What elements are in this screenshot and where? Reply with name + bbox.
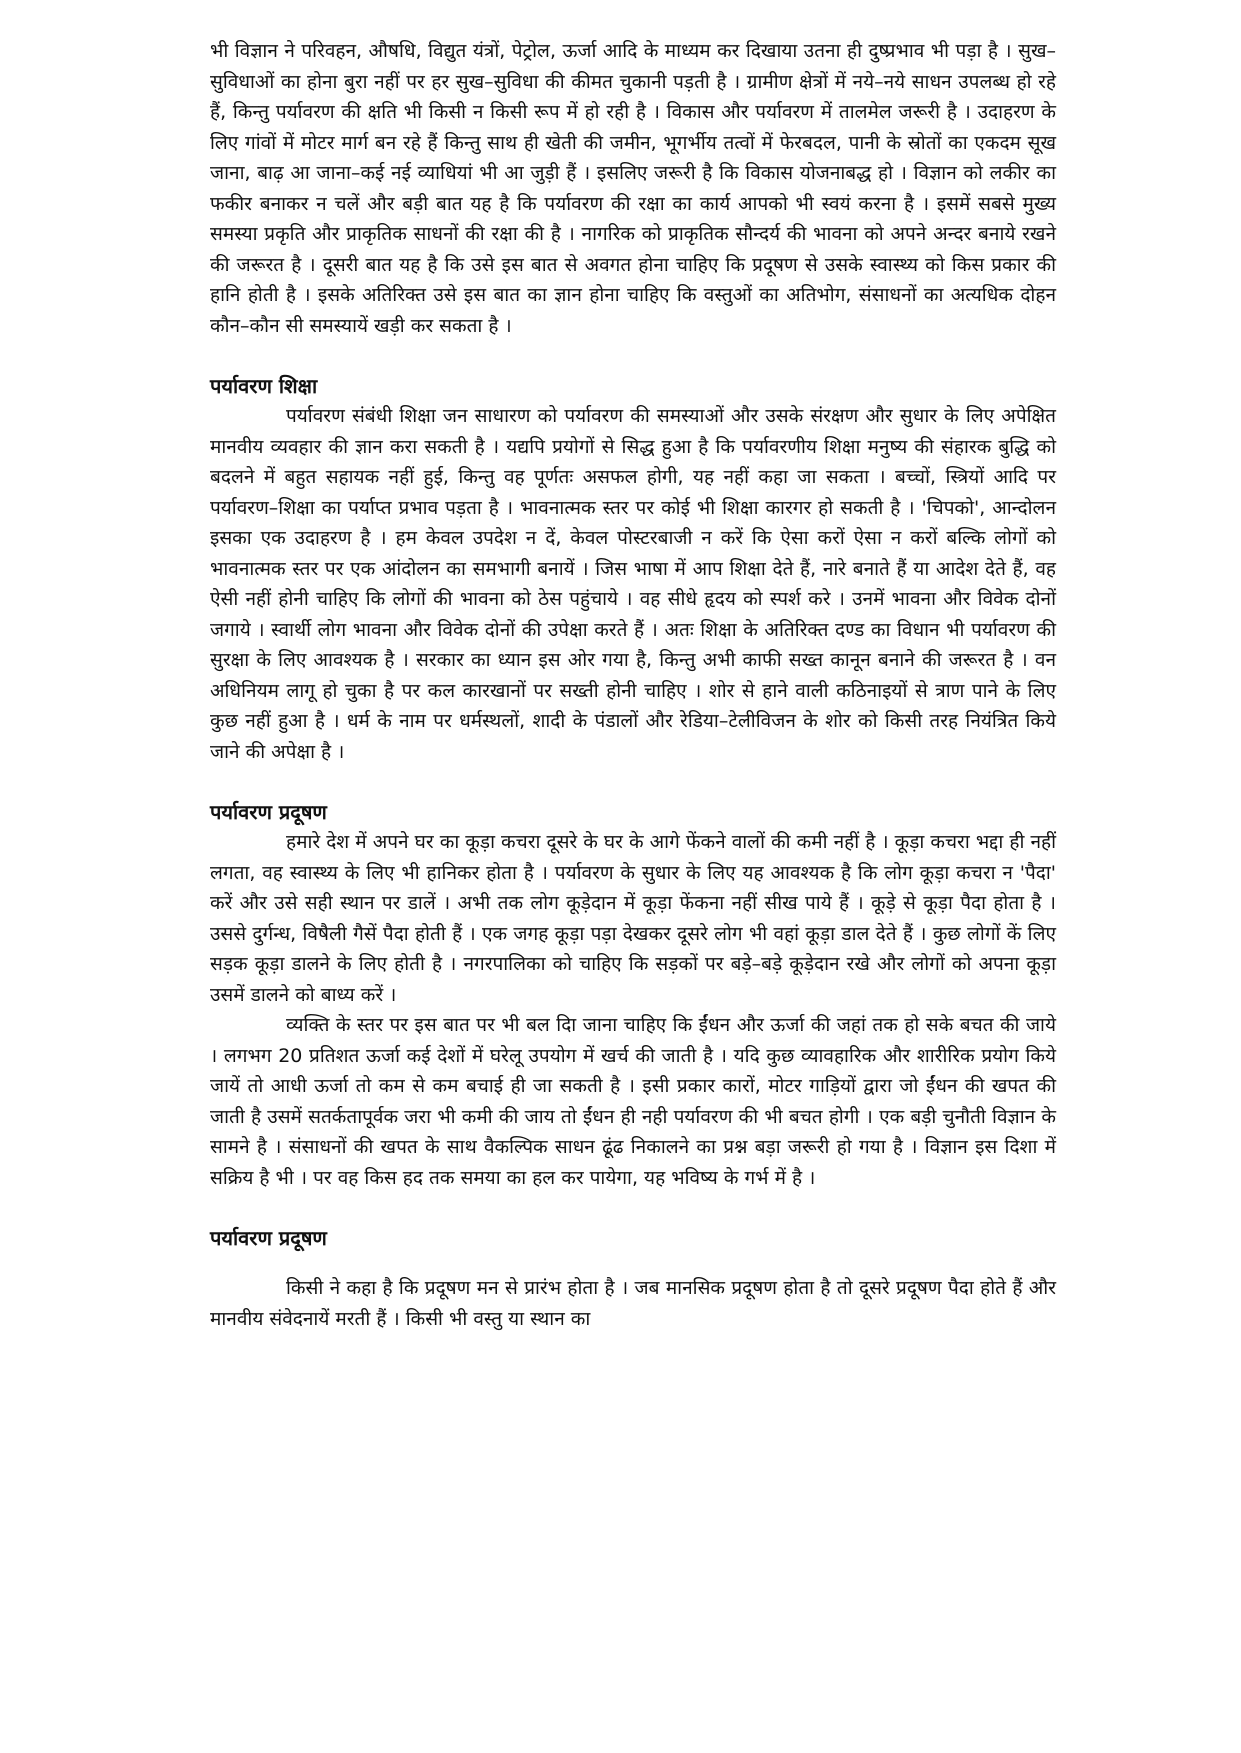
intro-paragraph: भी विज्ञान ने परिवहन, औषधि, विद्युत यंत्रों, पेट्रोल, ऊर्जा आदि के माध्यम कर दिखाया उतना ही दुष्प्रभाव भी पड़ा है । सुख–सुविधाओं का होना बुरा नहीं पर हर सुख–सुविधा की कीमत चुकानी पड़ती है । ग्रामीण क्षेत्रों में नये–नये साधन उपलब्ध हो रहे हैं, किन्तु पर्यावरण की क्षति भी किसी न किसी रूप में हो रही है । विकास और पर्यावरण में तालमेल जरूरी है । उदाहरण के लिए गांवों में मोटर मार्ग बन रहे हैं किन्तु साथ ही खेती की जमीन, भूगर्भीय तत्वों में फेरबदल, पानी के स्रोतों का एकदम सूख जाना, बाढ़ आ जाना–कई नई व्याधियां भी आ जुड़ी हैं । इसलिए जरूरी है कि विकास योजनाबद्ध हो । विज्ञान को लकीर का फकीर बनाकर न चलें और बड़ी बात यह है कि पर्यावरण की रक्षा का कार्य आपको भी स्वयं करना है । इसमें सबसे मुख्य समस्या प्रकृति और प्राकृतिक साधनों की रक्षा की है । नागरिक को प्राकृतिक सौन्दर्य की भावना को अपने अन्दर बनाये रखने की जरूरत है । दूसरी बात यह है कि उसे इस बात से अवगत होना चाहिए कि प्रदूषण से उसके स्वास्थ्य को किस प्रकार की हानि होती है । इसके अतिरिक्त उसे इस बात का ज्ञान होना चाहिए कि वस्तुओं का अतिभोग, संसाधनों का अत्यधिक दोहन कौन–कौन सी समस्यायें खड़ी कर सकता है । (210, 40, 1056, 337)
section-spacer (210, 767, 1056, 797)
section-spacer (210, 1193, 1056, 1223)
mental-pollution-paragraph: किसी ने कहा है कि प्रदूषण मन से प्रारंभ होता है । जब मानसिक प्रदूषण होता है तो दूसरे प्रदूषण पैदा होते हैं और मानवीय संवेदनायें मरती हैं । किसी भी वस्तु या स्थान का (210, 1277, 1056, 1330)
section-heading-environment-pollution: पर्यावरण प्रदूषण (210, 800, 327, 824)
pollution-paragraph-energy: व्यक्ति के स्तर पर इस बात पर भी बल दिा जाना चाहिए कि ईंधन और ऊर्जा की जहां तक हो सके बचत की जाये । लगभग 20 प्रतिशत ऊर्जा कई देशों में घरेलू उपयोग में खर्च की जाती है । यदि कुछ व्यावहारिक और शारीरिक प्रयोग किये जायें तो आधी ऊर्जा तो कम से कम बचाई ही जा सकती है । इसी प्रकार कारों, मोटर गाड़ियों द्वारा जो ईंधन की खपत की जाती है उसमें सतर्कतापूर्वक जरा भी कमी की जाय तो ईंधन ही नही पर्यावरण की भी बचत होगी । एक बड़ी चुनौती विज्ञान के सामने है । संसाधनों की खपत के साथ वैकल्पिक साधन ढूंढ निकालने का प्रश्न बड़ा जरूरी हो गया है । विज्ञान इस दिशा में सक्रिय है भी । पर वह किस हद तक समया का हल कर पायेगा, यह भविष्य के गर्भ में है । (210, 1014, 1056, 1189)
section-spacer (210, 341, 1056, 371)
pollution-paragraph-garbage: हमारे देश में अपने घर का कूड़ा कचरा दूसरे के घर के आगे फेंकने वालों की कमी नहीं है । कूड़ा कचरा भद्दा ही नहीं लगता, वह स्वास्थ्य के लिए भी हानिकर होता है । पर्यावरण के सुधार के लिए यह आवश्यक है कि लोग कूड़ा कचरा न 'पैदा' करें और उसे सही स्थान पर डालें । अभी तक लोग कूड़ेदान में कूड़ा फेंकना नहीं सीख पाये हैं । कूड़े से कूड़ा पैदा होता है । उससे दुर्गन्ध, विषैली गैसें पैदा होती हैं । एक जगह कूड़ा पड़ा देखकर दूसरे लोग भी वहां कूड़ा डाल देते हैं । कुछ लोगों कें लिए सड़क कूड़ा डालने के लिए होती है । नगरपालिका को चाहिए कि सड़कों पर बड़े–बड़े कूड़ेदान रखे और लोगों को अपना कूड़ा उसमें डालने को बाध्य करें । (210, 831, 1056, 1006)
section-heading-environment-pollution-2: पर्यावरण प्रदूषण (210, 1226, 327, 1250)
environment-education-paragraph: पर्यावरण संबंधी शिक्षा जन साधारण को पर्यावरण की समस्याओं और उसके संरक्षण और सुधार के लिए अपेक्षित मानवीय व्यवहार की ज्ञान करा सकती है । यद्यपि प्रयोगों से सिद्ध हुआ है कि पर्यावरणीय शिक्षा मनुष्य की संहारक बुद्धि को बदलने में बहुत सहायक नहीं हुई, किन्तु वह पूर्णतः असफल होगी, यह नहीं कहा जा सकता । बच्चों, स्त्रियों आदि पर पर्यावरण–शिक्षा का पर्याप्त प्रभाव पड़ता है । भावनात्मक स्तर पर कोई भी शिक्षा कारगर हो सकती है । 'चिपको', आन्दोलन इसका एक उदाहरण है । हम केवल उपदेश न दें, केवल पोस्टरबाजी न करें कि ऐसा करों ऐसा न करों बल्कि लोगों को भावनात्मक स्तर पर एक आंदोलन का समभागी बनायें । जिस भाषा में आप शिक्षा देते हैं, नारे बनाते हैं या आदेश देते हैं, वह ऐसी नहीं होनी चाहिए कि लोगों की भावना को ठेस पहुंचाये । वह सीधे हृदय को स्पर्श करे । उनमें भावना और विवेक दोनों जगाये । स्वार्थी लोग भावना और विवेक दोनों की उपेक्षा करते हैं । अतः शिक्षा के अतिरिक्त दण्ड का विधान भी पर्यावरण की सुरक्षा के लिए आवश्यक है । सरकार का ध्यान इस ओर गया है, किन्तु अभी काफी सख्त कानून बनाने की जरूरत है । वन अधिनियम लागू हो चुका है पर कल कारखानों पर सख्ती होनी चाहिए । शोर से हाने वाली कठिनाइयों से त्राण पाने के लिए कुछ नहीं हुआ है । धर्म के नाम पर धर्मस्थलों, शादी के पंडालों और रेडिया–टेलीविजन के शोर को किसी तरह नियंत्रित किये जाने की अपेक्षा है । (210, 405, 1056, 763)
document-page (210, 36, 1056, 1334)
heading-spacer (210, 1253, 1056, 1273)
section-heading-environment-education: पर्यावरण शिक्षा (210, 374, 318, 398)
